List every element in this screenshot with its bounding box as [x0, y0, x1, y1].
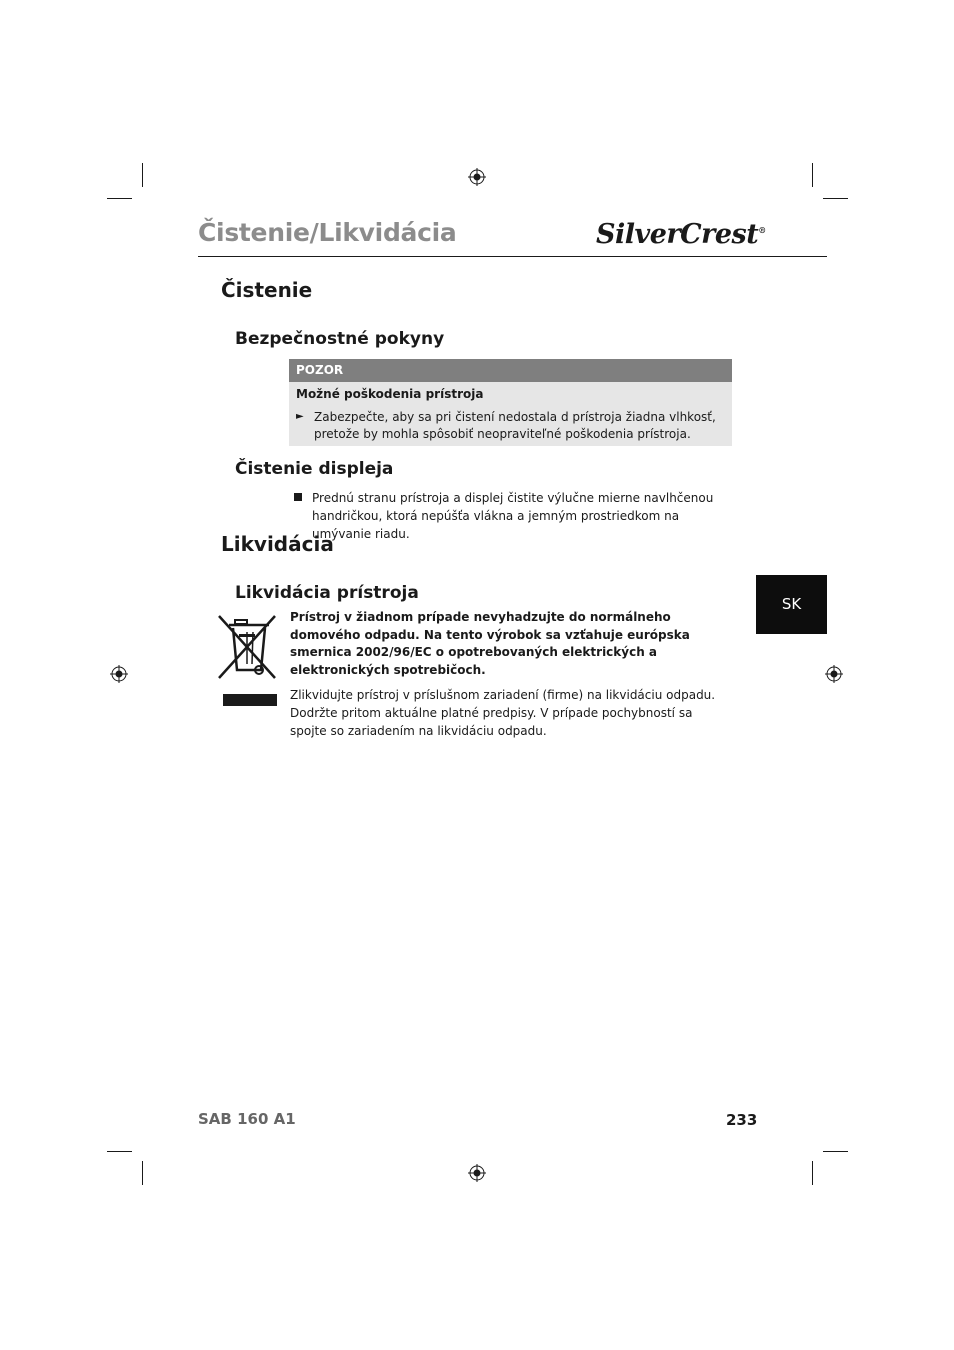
brand-logo [596, 219, 766, 250]
weee-crossed-bin-icon [217, 612, 279, 706]
crop-mark [812, 1161, 813, 1185]
warning-subtitle: Možné poškodenia prístroja [296, 387, 484, 401]
registration-mark-icon [825, 665, 843, 683]
model-number: SAB 160 A1 [198, 1110, 296, 1128]
square-bullet-icon [294, 493, 302, 501]
crop-mark [142, 1161, 143, 1185]
brand-crest: Crest [680, 219, 759, 250]
page-number: 233 [726, 1111, 758, 1129]
crop-mark [107, 1151, 132, 1152]
display-cleaning-text: Prednú stranu prístroja a displej čistite výlučne mierne navlhčenou handričkou, ktorá nepúšťa vlákna a jemným prostriedkom na umývanie riadu. [312, 491, 714, 541]
warning-box [289, 359, 732, 446]
crop-mark [812, 163, 813, 187]
warning-text: Zabezpečte, aby sa pri čistení nedostala d prístroja žiadna vlhkosť, pretože by mohla spôsobiť neopraviteľné poškodenia prístroja. [314, 410, 716, 441]
registration-mark-icon [468, 1164, 486, 1182]
subheading-device-disposal: Likvidácia prístroja [235, 583, 419, 603]
language-tab: SK [756, 575, 827, 634]
subheading-display-cleaning: Čistenie displeja [235, 459, 394, 479]
brand-registered-mark: ® [758, 225, 766, 235]
crop-mark [107, 198, 132, 199]
section-heading-cleaning: Čistenie [221, 278, 313, 302]
arrow-bullet-icon: ► [296, 411, 304, 422]
brand-silver: Silver [596, 219, 681, 250]
subheading-safety: Bezpečnostné pokyny [235, 329, 445, 349]
registration-mark-icon [110, 665, 128, 683]
registration-mark-icon [468, 168, 486, 186]
crop-mark [823, 198, 848, 199]
section-heading-disposal: Likvidácia [221, 532, 334, 556]
crop-mark [142, 163, 143, 187]
crop-mark [823, 1151, 848, 1152]
page-title: Čistenie/Likvidácia [198, 218, 457, 247]
warning-label: POZOR [289, 359, 732, 382]
header-rule [198, 256, 827, 257]
disposal-instructions-text: Zlikvidujte prístroj v príslušnom zariadení (firme) na likvidáciu odpadu. Dodržte pritom aktuálne platné predpisy. V prípade pochybností sa spojte so zariadením na likvidáciu odpadu. [290, 688, 716, 738]
disposal-warning-text: Prístroj v žiadnom prípade nevyhadzujte do normálneho domového odpadu. Na tento výrobok sa vzťahuje európska smernica 2002/96/EC o opotrebovaných elektrických a elektronických spotrebičoch. [290, 610, 690, 677]
